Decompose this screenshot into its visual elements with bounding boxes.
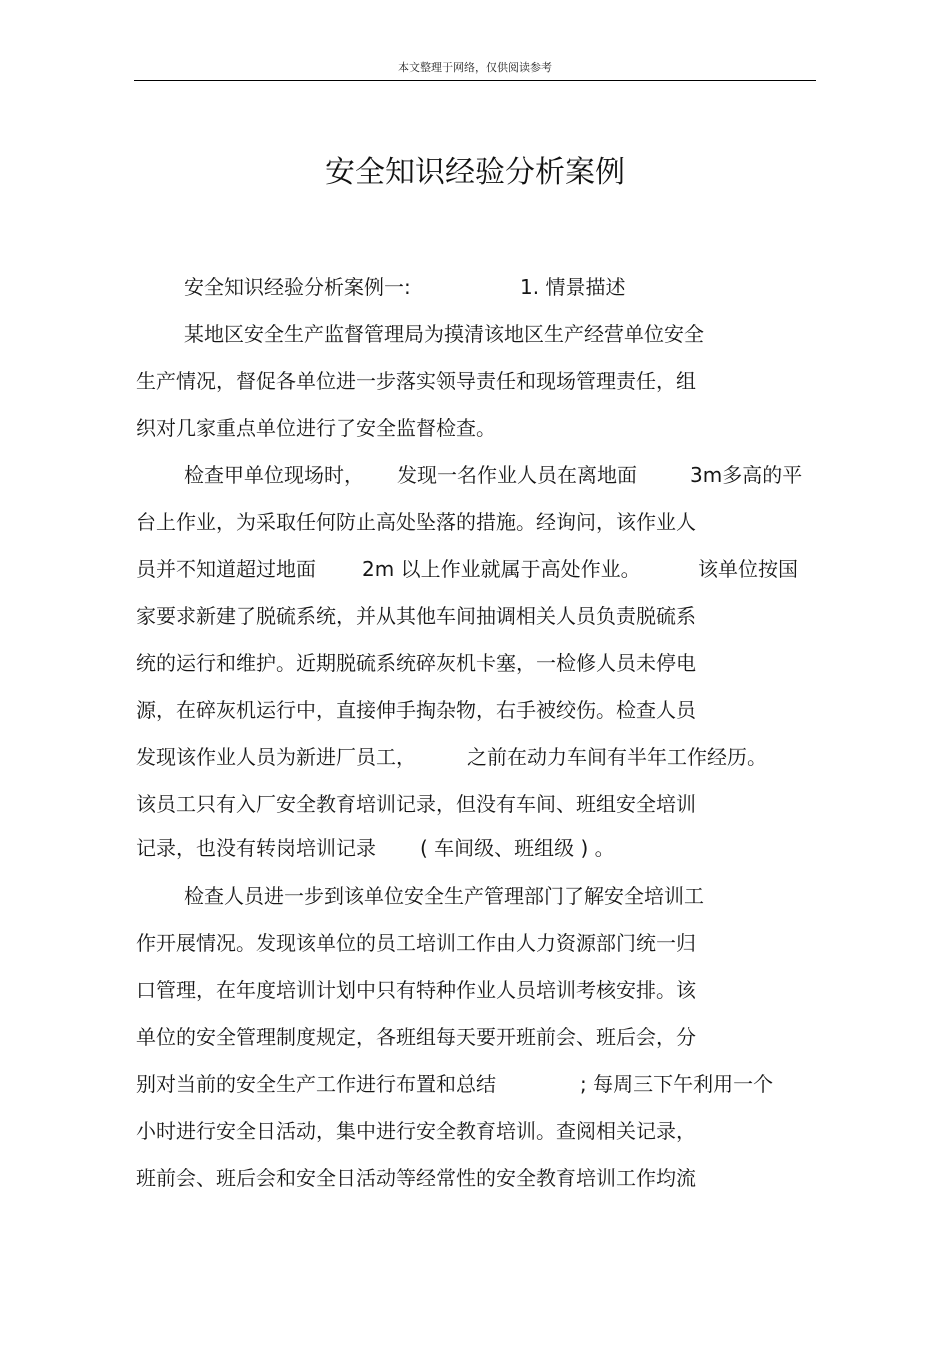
text-line: 台上作业，为采取任何防止高处坠落的措施。经询问，该作业人 bbox=[136, 510, 696, 534]
text-line: 该单位按国 bbox=[698, 557, 798, 581]
text-line: 源，在碎灰机运行中，直接伸手掏杂物，右手被绞伤。检查人员 bbox=[136, 698, 696, 722]
text-line: 员并不知道超过地面 bbox=[136, 557, 316, 581]
document-title: 安全知识经验分析案例 bbox=[325, 155, 625, 190]
text-line: ; 每周三下午利用一个 bbox=[580, 1072, 774, 1096]
text-line: 发现一名作业人员在离地面 bbox=[397, 463, 637, 487]
text-line: 家要求新建了脱硫系统，并从其他车间抽调相关人员负责脱硫系 bbox=[136, 604, 696, 628]
header-rule bbox=[134, 80, 816, 81]
text-line: 作开展情况。发现该单位的员工培训工作由人力资源部门统一归 bbox=[136, 931, 696, 955]
text-line: 发现该作业人员为新进厂员工， bbox=[136, 745, 416, 769]
header-note: 本文整理于网络，仅供阅读参考 bbox=[398, 61, 552, 74]
text-line: 2m 以上作业就属于高处作业。 bbox=[362, 557, 641, 581]
text-line: 安全知识经验分析案例一: bbox=[184, 275, 411, 299]
text-line: 检查甲单位现场时， bbox=[184, 463, 364, 487]
text-line: ( 车间级、班组级 ) 。 bbox=[420, 836, 615, 860]
text-line: 1. 情景描述 bbox=[520, 275, 626, 299]
text-line: 口管理，在年度培训计划中只有特种作业人员培训考核安排。该 bbox=[136, 978, 696, 1002]
text-line: 检查人员进一步到该单位安全生产管理部门了解安全培训工 bbox=[184, 884, 704, 908]
text-line: 该员工只有入厂安全教育培训记录，但没有车间、班组安全培训 bbox=[136, 792, 696, 816]
text-line: 生产情况，督促各单位进一步落实领导责任和现场管理责任，组 bbox=[136, 369, 696, 393]
text-line: 织对几家重点单位进行了安全监督检查。 bbox=[136, 416, 496, 440]
text-line: 之前在动力车间有半年工作经历。 bbox=[467, 745, 767, 769]
text-line: 记录，也没有转岗培训记录 bbox=[136, 836, 376, 860]
text-line: 班前会、班后会和安全日活动等经常性的安全教育培训工作均流 bbox=[136, 1166, 696, 1190]
text-line: 别对当前的安全生产工作进行布置和总结 bbox=[136, 1072, 496, 1096]
text-line: 统的运行和维护。近期脱硫系统碎灰机卡塞，一检修人员未停电 bbox=[136, 651, 696, 675]
text-line: 某地区安全生产监督管理局为摸清该地区生产经营单位安全 bbox=[184, 322, 704, 346]
text-line: 单位的安全管理制度规定，各班组每天要开班前会、班后会，分 bbox=[136, 1025, 696, 1049]
text-line: 3m多高的平 bbox=[690, 463, 803, 487]
text-line: 小时进行安全日活动，集中进行安全教育培训。查阅相关记录， bbox=[136, 1119, 696, 1143]
